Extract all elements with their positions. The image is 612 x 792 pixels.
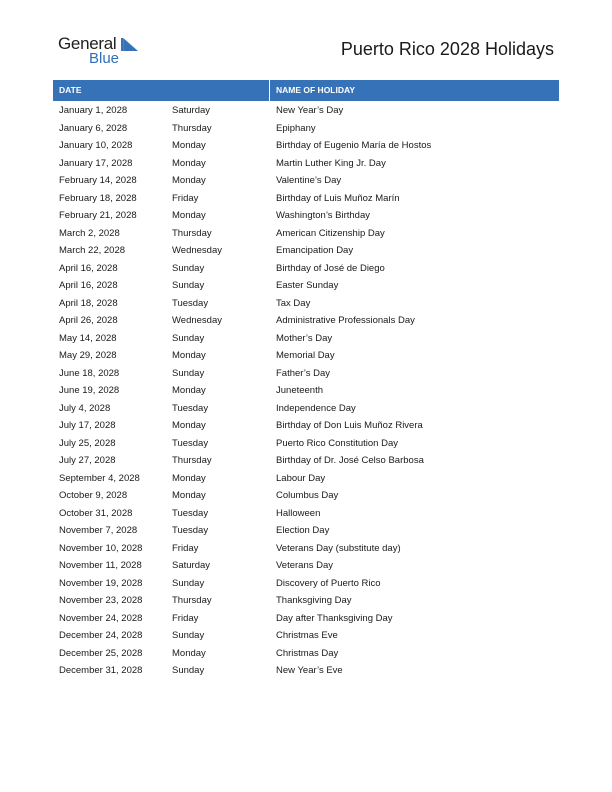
holiday-weekday: Monday <box>172 140 206 151</box>
table-row <box>53 522 559 540</box>
holiday-date: November 19, 2028 <box>59 577 143 589</box>
holiday-weekday: Monday <box>172 420 206 431</box>
table-row <box>53 120 559 138</box>
holiday-weekday: Monday <box>172 385 206 396</box>
holiday-name: Puerto Rico Constitution Day <box>276 437 398 449</box>
holiday-name: Birthday of Dr. José Celso Barbosa <box>276 455 424 466</box>
holiday-date: July 25, 2028 <box>59 437 116 449</box>
holiday-date: December 31, 2028 <box>59 665 143 676</box>
holiday-date: March 22, 2028 <box>59 245 126 256</box>
holiday-date: January 6, 2028 <box>59 122 128 134</box>
table-row <box>53 225 559 243</box>
table-header <box>53 80 559 101</box>
holiday-name: Columbus Day <box>276 490 339 501</box>
table-row <box>53 365 559 383</box>
holiday-date: November 23, 2028 <box>59 595 143 606</box>
holiday-name: Emancipation Day <box>276 245 354 256</box>
brand-logo <box>58 34 148 68</box>
holiday-date: December 25, 2028 <box>59 647 143 659</box>
holiday-name: Birthday of Eugenio María de Hostos <box>276 140 432 151</box>
holiday-weekday: Monday <box>172 647 206 659</box>
holiday-weekday: Friday <box>172 542 199 554</box>
holiday-date: May 14, 2028 <box>59 332 117 344</box>
table-row <box>53 312 559 330</box>
holiday-weekday: Monday <box>172 175 206 186</box>
holiday-name: Christmas Day <box>276 647 339 659</box>
holiday-name: Tax Day <box>276 297 311 309</box>
holiday-date: October 31, 2028 <box>59 507 133 519</box>
holiday-date: June 19, 2028 <box>59 385 120 396</box>
table-row <box>53 627 559 645</box>
holiday-weekday: Monday <box>172 350 206 361</box>
holiday-name: Thanksgiving Day <box>276 595 352 606</box>
holiday-name: Easter Sunday <box>276 280 339 291</box>
holiday-name: Election Day <box>276 525 330 536</box>
holiday-date: July 27, 2028 <box>59 455 116 466</box>
holiday-weekday: Tuesday <box>172 402 209 414</box>
holiday-name: Birthday of Luis Muñoz Marín <box>276 192 400 204</box>
holiday-weekday: Saturday <box>172 560 211 571</box>
holiday-name: Veterans Day <box>276 560 334 571</box>
holiday-name: Memorial Day <box>276 350 335 361</box>
holiday-date: February 21, 2028 <box>59 210 137 221</box>
holiday-date: April 16, 2028 <box>59 262 118 274</box>
holiday-date: April 16, 2028 <box>59 280 118 291</box>
holiday-date: April 26, 2028 <box>59 315 118 326</box>
holiday-name: Labour Day <box>276 472 326 484</box>
holiday-weekday: Monday <box>172 490 206 501</box>
holiday-weekday: Thursday <box>172 595 212 606</box>
logo-word-general: General <box>58 34 117 53</box>
holiday-weekday: Sunday <box>172 332 205 344</box>
holiday-weekday: Friday <box>172 612 199 624</box>
holiday-name: Independence Day <box>276 402 356 414</box>
holiday-date: March 2, 2028 <box>59 227 120 239</box>
header-holiday-name: NAME OF HOLIDAY <box>276 85 356 95</box>
table-row <box>53 347 559 365</box>
holiday-weekday: Sunday <box>172 262 205 274</box>
holiday-name: Valentine’s Day <box>276 175 342 186</box>
header-date: DATE <box>59 85 82 95</box>
holiday-name: New Year’s Eve <box>276 665 343 676</box>
holiday-name: Day after Thanksgiving Day <box>276 612 393 624</box>
blue-triangle-flag-icon <box>121 38 139 52</box>
table-row <box>53 505 559 523</box>
holiday-weekday: Saturday <box>172 105 211 116</box>
holiday-name: Juneteenth <box>276 385 324 396</box>
table-body <box>53 102 559 680</box>
holiday-name: Christmas Eve <box>276 630 338 641</box>
holiday-weekday: Wednesday <box>172 315 222 326</box>
table-row <box>53 190 559 208</box>
table-row <box>53 242 559 260</box>
table-row <box>53 382 559 400</box>
holiday-weekday: Thursday <box>172 455 212 466</box>
table-row <box>53 540 559 558</box>
table-row <box>53 295 559 313</box>
holiday-weekday: Monday <box>172 157 206 169</box>
table-row <box>53 137 559 155</box>
holiday-date: November 10, 2028 <box>59 542 143 554</box>
holiday-date: February 18, 2028 <box>59 192 137 204</box>
holiday-name: Birthday of Don Luis Muñoz Rivera <box>276 420 423 431</box>
table-row <box>53 452 559 470</box>
holiday-name: Halloween <box>276 507 321 519</box>
table-row <box>53 155 559 173</box>
table-row <box>53 592 559 610</box>
holiday-name: Discovery of Puerto Rico <box>276 577 381 589</box>
table-row <box>53 557 559 575</box>
table-row <box>53 610 559 628</box>
table-row <box>53 172 559 190</box>
table-row <box>53 277 559 295</box>
holiday-name: Administrative Professionals Day <box>276 315 415 326</box>
table-row <box>53 207 559 225</box>
holiday-weekday: Sunday <box>172 665 205 676</box>
holiday-date: November 24, 2028 <box>59 612 143 624</box>
holiday-date: April 18, 2028 <box>59 297 118 309</box>
holiday-date: January 10, 2028 <box>59 140 133 151</box>
holiday-date: February 14, 2028 <box>59 175 137 186</box>
table-row <box>53 575 559 593</box>
holiday-weekday: Tuesday <box>172 507 209 519</box>
holiday-date: November 11, 2028 <box>59 560 142 571</box>
holiday-weekday: Tuesday <box>172 297 209 309</box>
holiday-weekday: Monday <box>172 472 206 484</box>
holiday-date: September 4, 2028 <box>59 472 140 484</box>
table-row <box>53 400 559 418</box>
holiday-name: Birthday of José de Diego <box>276 262 385 274</box>
holiday-name: Washington’s Birthday <box>276 210 370 221</box>
holiday-name: Father’s Day <box>276 367 331 379</box>
table-row <box>53 662 559 680</box>
holiday-weekday: Monday <box>172 210 206 221</box>
holiday-name: Martin Luther King Jr. Day <box>276 157 386 169</box>
holiday-name: Mother’s Day <box>276 332 333 344</box>
table-row <box>53 645 559 663</box>
holiday-weekday: Thursday <box>172 227 212 239</box>
holiday-name: Epiphany <box>276 122 316 134</box>
holiday-weekday: Sunday <box>172 280 205 291</box>
holiday-name: American Citizenship Day <box>276 227 385 239</box>
table-row <box>53 435 559 453</box>
holiday-weekday: Thursday <box>172 122 212 134</box>
page-title: Puerto Rico 2028 Holidays <box>340 39 554 59</box>
holiday-weekday: Tuesday <box>172 525 209 536</box>
holiday-weekday: Sunday <box>172 630 205 641</box>
logo-word-blue: Blue <box>89 50 120 67</box>
holiday-date: January 1, 2028 <box>59 105 128 116</box>
holiday-name: Veterans Day (substitute day) <box>276 542 401 554</box>
holiday-weekday: Sunday <box>172 577 205 589</box>
holiday-weekday: Friday <box>172 192 199 204</box>
table-row <box>53 102 559 120</box>
table-row <box>53 417 559 435</box>
holiday-date: November 7, 2028 <box>59 525 138 536</box>
holiday-date: October 9, 2028 <box>59 490 128 501</box>
table-row <box>53 487 559 505</box>
holiday-date: July 4, 2028 <box>59 402 111 414</box>
holiday-weekday: Tuesday <box>172 437 209 449</box>
holiday-date: July 17, 2028 <box>59 420 116 431</box>
holiday-weekday: Sunday <box>172 367 205 379</box>
table-row <box>53 470 559 488</box>
holiday-date: December 24, 2028 <box>59 630 143 641</box>
table-row <box>53 330 559 348</box>
holiday-weekday: Wednesday <box>172 245 222 256</box>
holiday-date: January 17, 2028 <box>59 157 133 169</box>
holiday-date: May 29, 2028 <box>59 350 117 361</box>
holiday-name: New Year’s Day <box>276 105 344 116</box>
header-divider <box>269 80 270 101</box>
holiday-table <box>53 80 559 680</box>
holiday-date: June 18, 2028 <box>59 367 120 379</box>
table-row <box>53 260 559 278</box>
